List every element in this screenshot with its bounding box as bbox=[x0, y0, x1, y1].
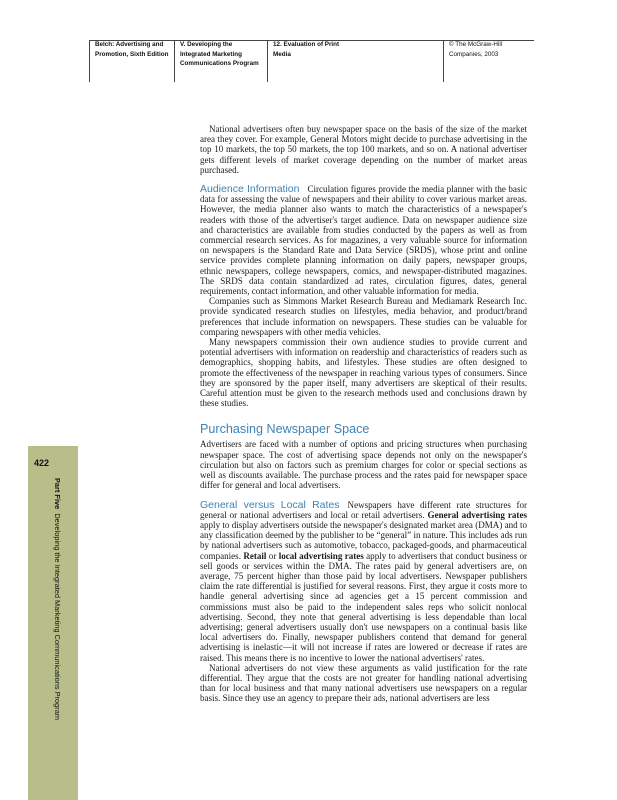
part-label: Part Five bbox=[53, 478, 62, 510]
sidebar-part-title bbox=[53, 478, 62, 720]
purchasing-paragraph: Advertisers are faced with a number of options and pricing structures when purchasing newspaper space. The cost of advertising space depends not only on the newspaper's circulation but also on factors such as premium charges for color or special sections as well as discounts available. The purchase process and the rates paid for newspaper space differ for general and local advertisers. bbox=[200, 439, 527, 491]
general-text-c: apply to advertisers that conduct business or sell goods or services within the DMA. The rates paid by general advertisers are, on average, 75 percent higher than those paid by local advertisers. Newspaper publishers claim the rate differential is justified for several reasons. First, they argue it costs more to handle general advertising since ad agencies get a 15 percent commission and commissions must also be paid to the independent sales reps who solicit nonlocal advertising. Second, they note that general advertising is less dependable than local advertising; general advertisers usually don't use newspapers on a continual basis like local advertisers do. Finally, newspaper publishers contend that demand for general advertising is inelastic—it will not increase if rates are lowered or decrease if rates are raised. This means there is no incentive to lower the national advertisers' rates. bbox=[200, 550, 527, 663]
audience-information-heading: Audience Information bbox=[200, 183, 300, 196]
audience-paragraph-2: Companies such as Simmons Market Research Bureau and Mediamark Research Inc. provide syndicated research studies on lifestyles, media behavior, and product/brand preferences that include information on newspapers. These studies can be valuable for comparing newspapers with other media vehicles. bbox=[200, 296, 527, 337]
term-retail: Retail bbox=[243, 550, 267, 561]
header-part-line: Communications Program bbox=[180, 60, 259, 67]
header-part-line: V. Developing the bbox=[180, 41, 233, 48]
header-chapter-title bbox=[267, 40, 339, 82]
header-copyright-line: Companies, 2003 bbox=[449, 50, 499, 58]
audience-paragraph-3: Many newspapers commission their own audience studies to provide current and potential advertisers with information on readership and characteristics of readers such as demographics, shopping habits, and lifestyles. These studies are often designed to promote the effectiveness of the newspaper in reaching various types of consumers. Since they are sponsored by the paper itself, many advertisers are skeptical of their results. Careful attention must be given to the research methods used and conclusions drawn by these studies. bbox=[200, 337, 527, 409]
header-chapter-line: 12. Evaluation of Print bbox=[273, 41, 340, 48]
general-text-a: Newspapers have different rate structures for general or national advertisers and local or retail advertisers. bbox=[200, 499, 527, 520]
intro-paragraph: National advertisers often buy newspaper space on the basis of the size of the market area they cover. For example, General Motors might decide to purchase advertising in the top 10 markets, the top 50 markets, the top 100 markets, and so on. A national advertiser gets different levels of market coverage depending on the number of market areas purchased. bbox=[200, 124, 527, 175]
part-title: Developing the Integrated Marketing Communications Program bbox=[53, 513, 62, 720]
general-text-b: apply to display advertisers outside the newspaper's designated market area (DMA) and to any classification deemed by the publisher to be “general” in nature. This includes ads run by national advertisers such as automotive, tobacco, packaged-goods, and pharmaceutical companies. bbox=[200, 519, 527, 561]
article-body bbox=[200, 124, 527, 704]
header-part-line: Integrated Marketing bbox=[180, 50, 242, 58]
term-local-advertising-rates: local advertising rates bbox=[278, 550, 364, 561]
audience-paragraph-1-text: Circulation figures provide the media planner with the basic data for assessing the value of newspapers and their ability to cover various market areas. However, the media planner also wants to match the characteristics of a newspaper's readers with those of the advertiser's target audience. Data on newspaper audience size and characteristics are available from studies conducted by the papers as well as from commercial research services. As for magazines, a very valuable source for information on newspapers is the Standard Rate and Data Service (SRDS), whose print and online service provides complete planning information on daily papers, newspaper groups, ethnic newspapers, college newspapers, comics, and newspaper-distributed magazines. The SRDS data contain standardized ad rates, circulation figures, dates, general requirements, contact information, and other valuable information for media. bbox=[200, 184, 527, 297]
part-sidebar bbox=[28, 446, 78, 800]
general-or: or bbox=[266, 550, 279, 561]
page-number: 422 bbox=[34, 458, 50, 468]
general-rates-paragraph-2: National advertisers do not view these arguments as valid justification for the rate differential. They argue that the costs are not greater for handling national advertising than for local business and that many national advertisers use newspapers on a regular basis. Since they use an agency to prepare their ads, national advertisers are less bbox=[200, 662, 527, 704]
header-book-line: Promotion, Sixth Edition bbox=[95, 50, 169, 58]
header-copyright-line: © The McGraw-Hill bbox=[449, 41, 503, 48]
purchasing-newspaper-space-heading: Purchasing Newspaper Space bbox=[200, 422, 370, 437]
header-book-line: Belch: Advertising and bbox=[95, 41, 164, 48]
audience-paragraph-1 bbox=[200, 184, 527, 296]
header-book-title bbox=[89, 40, 168, 82]
header-chapter-line: Media bbox=[273, 50, 291, 58]
general-versus-local-rates-heading: General versus Local Rates bbox=[200, 498, 340, 511]
general-rates-paragraph-1 bbox=[200, 500, 527, 663]
header-part-title bbox=[174, 40, 259, 82]
term-general-advertising-rates: General advertising rates bbox=[427, 509, 527, 520]
header-copyright bbox=[443, 40, 502, 82]
